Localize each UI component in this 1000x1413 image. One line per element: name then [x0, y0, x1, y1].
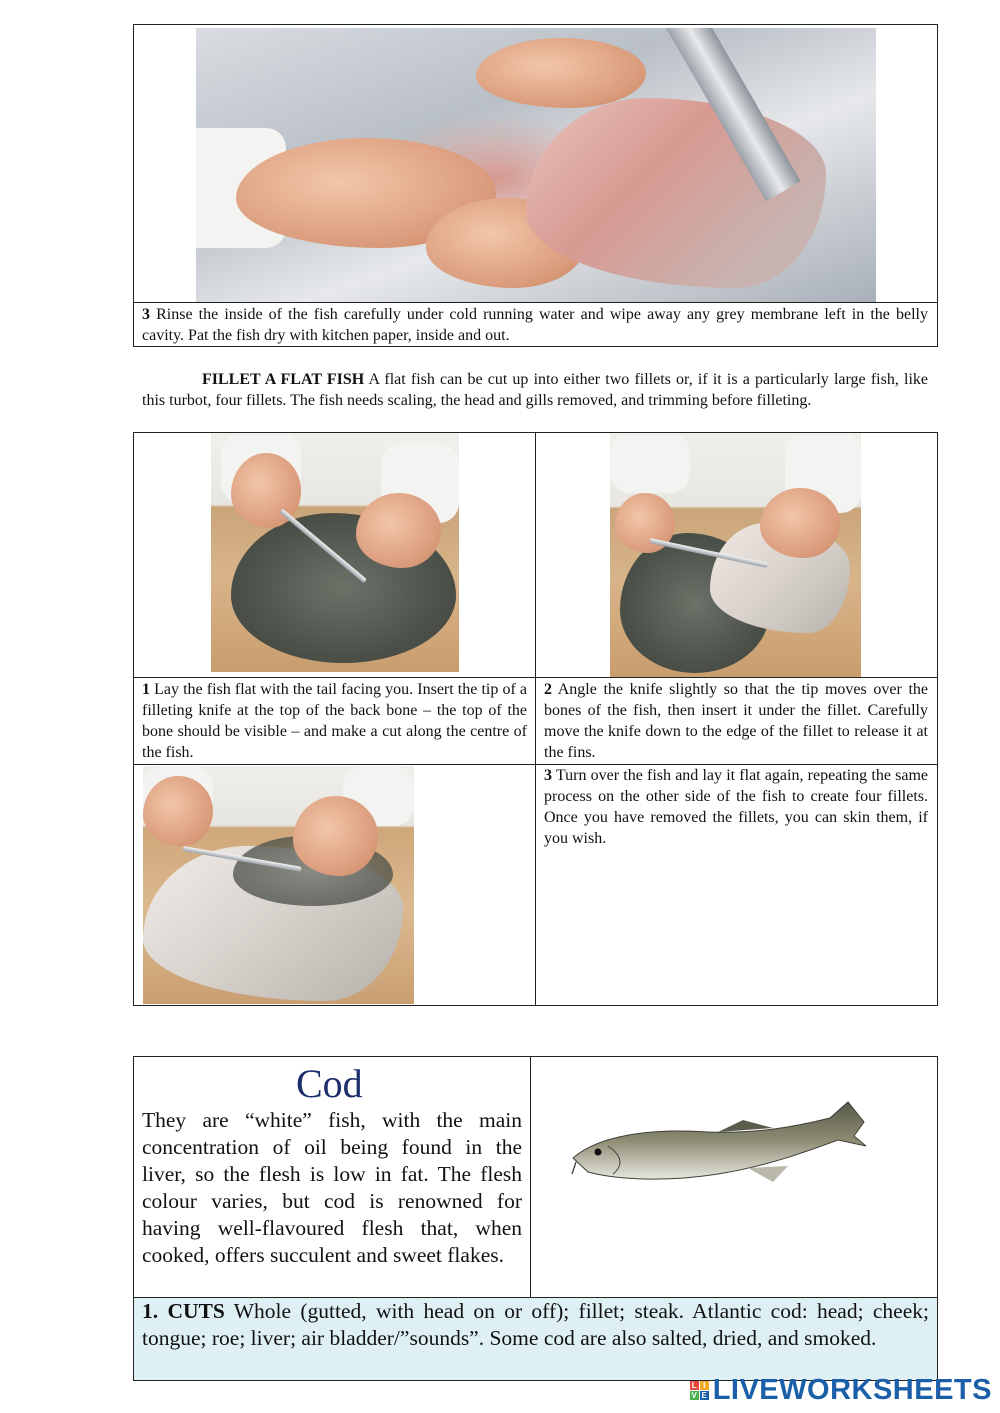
- step-2-text: Angle the knife slightly so that the tip moves over the bones of the fish, then insert it under the fillet. Carefully move the knife down to the edge of the fillet to release it at the fins.: [544, 681, 928, 761]
- rinse-caption: [142, 304, 928, 346]
- cuts-text: Whole (gutted, with head on or off); fillet; steak. Atlantic cod: head; cheek; tongue; roe; liver; air bladder/”sounds”. Some cod are also salted, dried, and smoked.: [142, 1299, 929, 1350]
- cod-cuts: [134, 1298, 937, 1380]
- rinse-step-text: Rinse the inside of the fish carefully under cold running water and wipe away any grey membrane left in the belly cavity. Pat the fish dry with kitchen paper, inside and out.: [142, 306, 929, 344]
- liveworksheets-logo: [690, 1374, 992, 1407]
- step-1-photo: [211, 433, 459, 672]
- logo-mark-icon: L I V E: [691, 1381, 707, 1400]
- step-1-caption: [142, 679, 527, 763]
- cuts-label: 1. CUTS: [142, 1299, 225, 1323]
- cod-title: Cod: [296, 1061, 363, 1106]
- step-3-caption: [544, 765, 928, 849]
- step-1-number: 1: [142, 681, 150, 698]
- cod-fish-image: [568, 1096, 868, 1196]
- step-3-number: 3: [544, 767, 552, 784]
- flat-fish-intro-text: A flat fish can be cut up into either two fillets or, if it is a particularly large fish, like this turbot, four fillets. The fish needs scaling, the head and gills removed, and trimming before filleting.: [142, 371, 928, 409]
- step-2-photo: [610, 433, 861, 677]
- flat-fish-intro: [142, 369, 928, 411]
- rinse-photo: [196, 28, 876, 302]
- step-3-text: Turn over the fish and lay it flat again, repeating the same process on the other side of the fish to create four fillets. Once you have removed the fillets, you can skin them, if you wish.: [544, 767, 928, 847]
- cod-description: They are “white” fish, with the main concentration of oil being found in the liver, so the flesh is low in fat. The flesh colour varies, but cod is renowned for having well-flavoured flesh that, when cooked, offers succulent and sweet flakes.: [142, 1108, 522, 1267]
- logo-text: LIVEWORKSHEETS: [712, 1374, 992, 1406]
- step-2-caption: [544, 679, 928, 763]
- rinse-step-number: 3: [142, 306, 150, 323]
- step-1-text: Lay the fish flat with the tail facing you. Insert the tip of a filleting knife at the top of the back bone – the top of the bone should be visible – and make a cut along the centre of the fish.: [142, 681, 528, 761]
- cod-fish-icon: [568, 1096, 868, 1196]
- step-3-photo: [143, 766, 414, 1004]
- step-2-number: 2: [544, 681, 552, 698]
- flat-fish-heading: FILLET A FLAT FISH: [202, 371, 365, 388]
